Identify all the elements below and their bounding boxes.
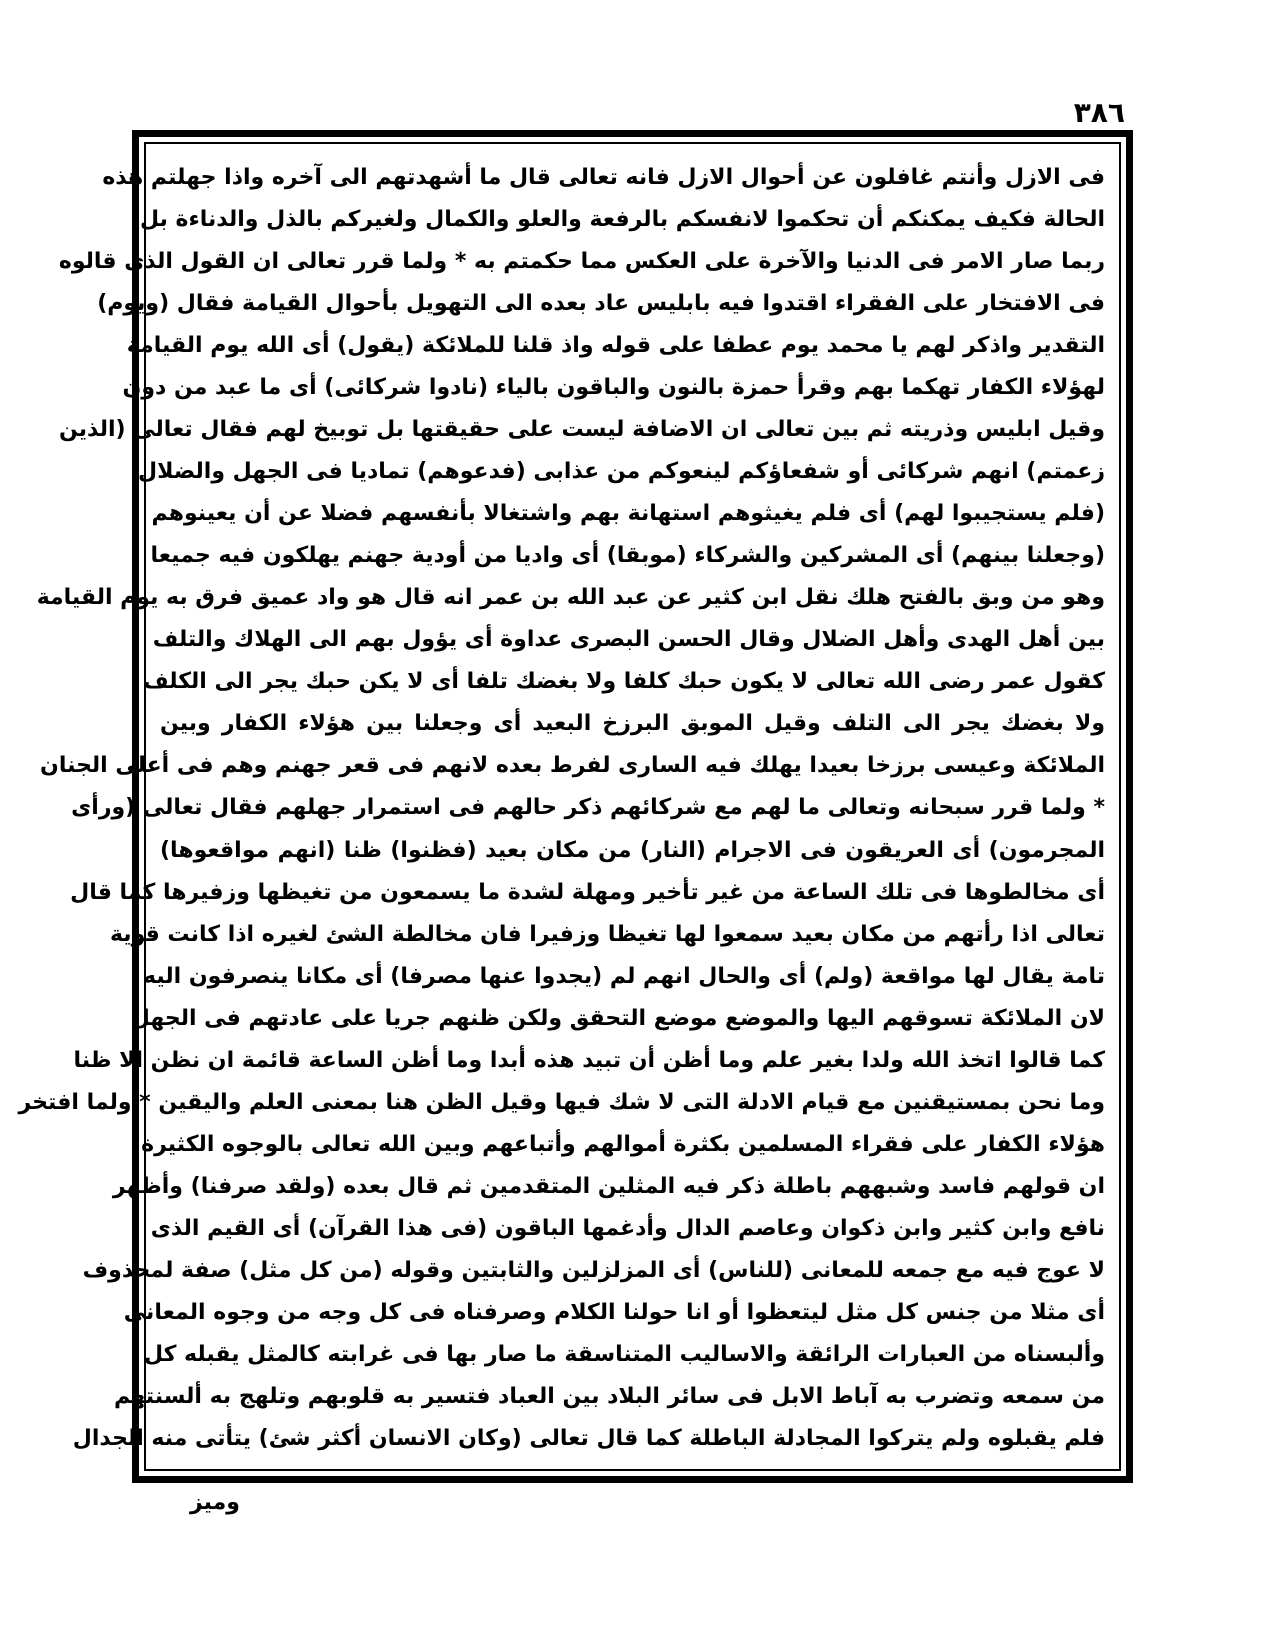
text-line: ربما صار الامر فى الدنيا والآخرة على العكس مما حكمتم به * ولما قرر تعالى ان القول الذى قالوه <box>58 249 1105 275</box>
text-line: (وجعلنا بينهم) أى المشركين والشركاء (موبقا) أى واديا من أودية جهنم يهلكون فيه جميعا <box>150 543 1105 569</box>
text-line: ولا بغضك يجر الى التلف وقيل الموبق البرزخ البعيد أى وجعلنا بين هؤلاء الكفار وبين <box>160 711 1105 737</box>
text-line: كما قالوا اتخذ الله ولدا بغير علم وما أظن أن تبيد هذه أبدا وما أظن الساعة قائمة ان نظن الا ظنا <box>73 1047 1105 1073</box>
text-line: فى الازل وأنتم غافلون عن أحوال الازل فانه تعالى قال ما أشهدتهم الى آخره واذا جهلتم هذه <box>102 165 1105 190</box>
page-number: ٣٨٦ <box>1073 96 1125 129</box>
text-frame-inner <box>18 142 1121 1471</box>
text-line: بين أهل الهدى وأهل الضلال وقال الحسن البصرى عداوة أى يؤول بهم الى الهلاك والتلف <box>152 627 1105 653</box>
text-line: المجرمون) أى العريقون فى الاجرام (النار) من مكان بعيد (فظنوا) ظنا (انهم مواقعوها) <box>160 837 1105 863</box>
text-line: من سمعه وتضرب به آباط الابل فى سائر البلاد بين العباد فتسير به قلوبهم وتلهج به ألسنتهم <box>114 1383 1105 1409</box>
text-line: أى مثلا من جنس كل مثل ليتعظوا أو انا حولنا الكلام وصرفناه فى كل وجه من وجوه المعانى <box>123 1299 1105 1325</box>
text-body <box>18 158 1105 1459</box>
text-line: كقول عمر رضى الله تعالى لا يكون حبك كلفا ولا بغضك تلفا أى لا يكن حبك يجر الى الكلف <box>143 669 1105 695</box>
text-line: لان الملائكة تسوقهم اليها والموضع موضع التحقق ولكن ظنهم جريا على عادتهم فى الجهل <box>130 1005 1105 1031</box>
text-line: وألبسناه من العبارات الرائقة والاساليب المتناسقة ما صار بها فى غرابته كالمثل يقبله كل <box>143 1341 1105 1367</box>
text-line: التقدير واذكر لهم يا محمد يوم عطفا على قوله واذ قلنا للملائكة (يقول) أى الله يوم القيامة <box>126 333 1105 359</box>
text-line: فلم يقبلوه ولم يتركوا المجادلة الباطلة كما قال تعالى (وكان الانسان أكثر شئ) يتأتى منه الجدال <box>72 1425 1105 1451</box>
text-line: لهؤلاء الكفار تهكما بهم وقرأ حمزة بالنون والباقون بالياء (نادوا شركائى) أى ما عبد من دون <box>122 375 1105 401</box>
text-line: الملائكة وعيسى برزخا بعيدا يهلك فيه السارى لفرط بعده لانهم فى قعر جهنم وهم فى أعلى الجنان <box>40 753 1105 779</box>
text-line: تامة يقال لها مواقعة (ولم) أى والحال انهم لم (يجدوا عنها مصرفا) أى مكانا ينصرفون اليه <box>143 963 1105 989</box>
text-line: زعمتم) انهم شركائى أو شفعاؤكم لينعوكم من عذابى (فدعوهم) تماديا فى الجهل والضلال <box>138 459 1105 485</box>
text-line: فى الافتخار على الفقراء اقتدوا فيه بابليس عاد بعده الى التهويل بأحوال القيامة فقال (ويوم) <box>97 291 1105 317</box>
text-line: هؤلاء الكفار على فقراء المسلمين بكثرة أموالهم وأتباعهم وبين الله تعالى بالوجوه الكثيرة <box>141 1131 1105 1157</box>
text-line: تعالى اذا رأتهم من مكان بعيد سمعوا لها تغيظا وزفيرا فان مخالطة الشئ لغيره اذا كانت قوية <box>109 921 1105 947</box>
text-frame <box>18 130 1133 1483</box>
text-line: * ولما قرر سبحانه وتعالى ما لهم مع شركائهم ذكر حالهم فى استمرار جهلهم فقال تعالى (ورأى <box>71 795 1105 821</box>
text-line: وقيل ابليس وذريته ثم بين تعالى ان الاضافة ليست على حقيقتها بل توبيخ لهم فقال تعالى (الذين <box>58 417 1105 443</box>
text-line: وما نحن بمستيقنين مع قيام الادلة التى لا شك فيها وقيل الظن هنا بمعنى العلم واليقين * ولما افتخر <box>18 1089 1105 1115</box>
text-line: لا عوج فيه مع جمعه للمعانى (للناس) أى المزلزلين والثابتين وقوله (من كل مثل) صفة لمحذوف <box>82 1257 1105 1283</box>
text-line: (فلم يستجيبوا لهم) أى فلم يغيثوهم استهانة بهم واشتغالا بأنفسهم فضلا عن أن يعينوهم <box>151 501 1105 527</box>
text-line: الحالة فكيف يمكنكم أن تحكموا لانفسكم بالرفعة والعلو والكمال ولغيركم بالذل والدناءة بل <box>139 207 1105 233</box>
text-line: أى مخالطوها فى تلك الساعة من غير تأخير ومهلة لشدة ما يسمعون من تغيظها وزفيرها كما قال <box>70 879 1105 905</box>
text-line: ان قولهم فاسد وشبههم باطلة ذكر فيه المثلين المتقدمين ثم قال بعده (ولقد صرفنا) وأظهر <box>112 1173 1105 1199</box>
text-line: وهو من وبق بالفتح هلك نقل ابن كثير عن عبد الله بن عمر انه قال هو واد عميق فرق به يوم القيامة <box>36 585 1105 611</box>
text-line: نافع وابن كثير وابن ذكوان وعاصم الدال وأدغمها الباقون (فى هذا القرآن) أى القيم الذى <box>150 1215 1105 1241</box>
catchword: وميز <box>190 1490 240 1515</box>
